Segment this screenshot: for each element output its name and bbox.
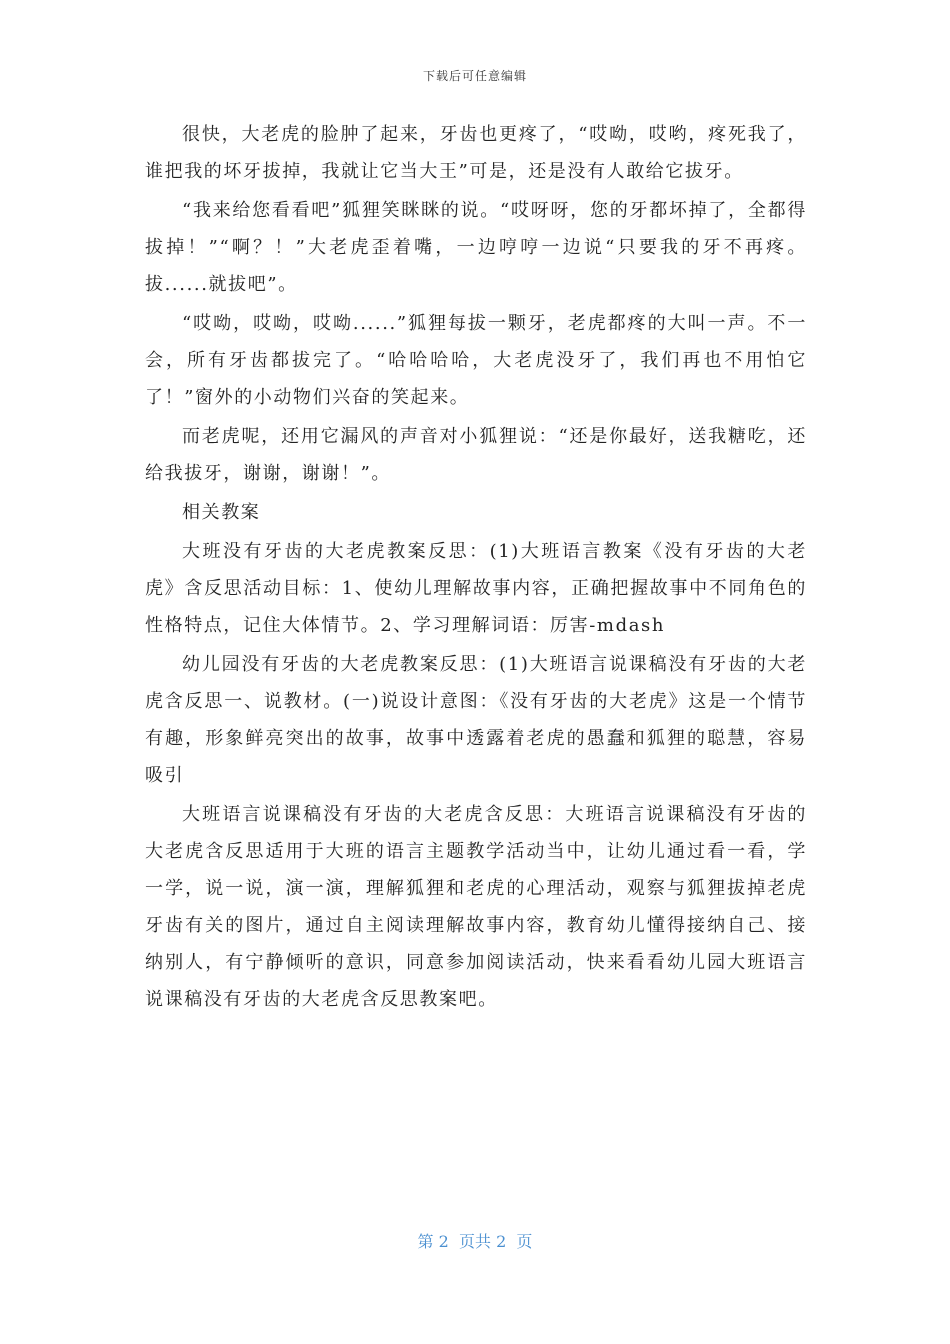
paragraph-1: 很快，大老虎的脸肿了起来，牙齿也更疼了，“哎呦，哎哟，疼死我了，谁把我的坏牙拔掉，我就让它当大王”可是，还是没有人敢给它拔牙。 (145, 124, 807, 182)
paragraph-4: 而老虎呢，还用它漏风的声音对小狐狸说：“还是你最好，送我糖吃，还给我拔牙，谢谢，谢谢！”。 (145, 426, 807, 484)
related-item-1: 大班没有牙齿的大老虎教案反思：(1)大班语言教案《没有牙齿的大老虎》含反思活动目标：1、使幼儿理解故事内容，正确把握故事中不同角色的性格特点，记住大体情节。2、学习理解词语：厉害-mdash (145, 541, 807, 636)
paragraph-2: “我来给您看看吧”狐狸笑眯眯的说。“哎呀呀，您的牙都坏掉了，全都得拔掉！”“啊？！”大老虎歪着嘴，一边哼哼一边说“只要我的牙不再疼。拔......就拔吧”。 (145, 200, 807, 295)
related-item-3: 大班语言说课稿没有牙齿的大老虎含反思：大班语言说课稿没有牙齿的大老虎含反思适用于大班的语言主题教学活动当中，让幼儿通过看一看，学一学，说一说，演一演，理解狐狸和老虎的心理活动，观察与狐狸拔掉老虎牙齿有关的图片，通过自主阅读理解故事内容，教育幼儿懂得接纳自己、接纳别人，有宁静倾听的意识，同意参加阅读活动，快来看看幼儿园大班语言说课稿没有牙齿的大老虎含反思教案吧。 (145, 804, 807, 1010)
page-header: 下载后可任意编辑 (422, 69, 527, 83)
paragraph-3: “哎呦，哎呦，哎呦......”狐狸每拔一颗牙，老虎都疼的大叫一声。不一会，所有牙齿都拔完了。“哈哈哈哈，大老虎没牙了，我们再也不用怕它了！”窗外的小动物们兴奋的笑起来。 (145, 313, 807, 408)
page-footer: 第 2 页共 2 页 (417, 1232, 533, 1251)
section-heading-related: 相关教案 (182, 502, 261, 523)
related-item-2: 幼儿园没有牙齿的大老虎教案反思：(1)大班语言说课稿没有牙齿的大老虎含反思一、说教材。(一)说设计意图：《没有牙齿的大老虎》这是一个情节有趣，形象鲜亮突出的故事，故事中透露着老虎的愚蠢和狐狸的聪慧，容易吸引 (145, 654, 807, 786)
document-body (145, 116, 807, 1020)
